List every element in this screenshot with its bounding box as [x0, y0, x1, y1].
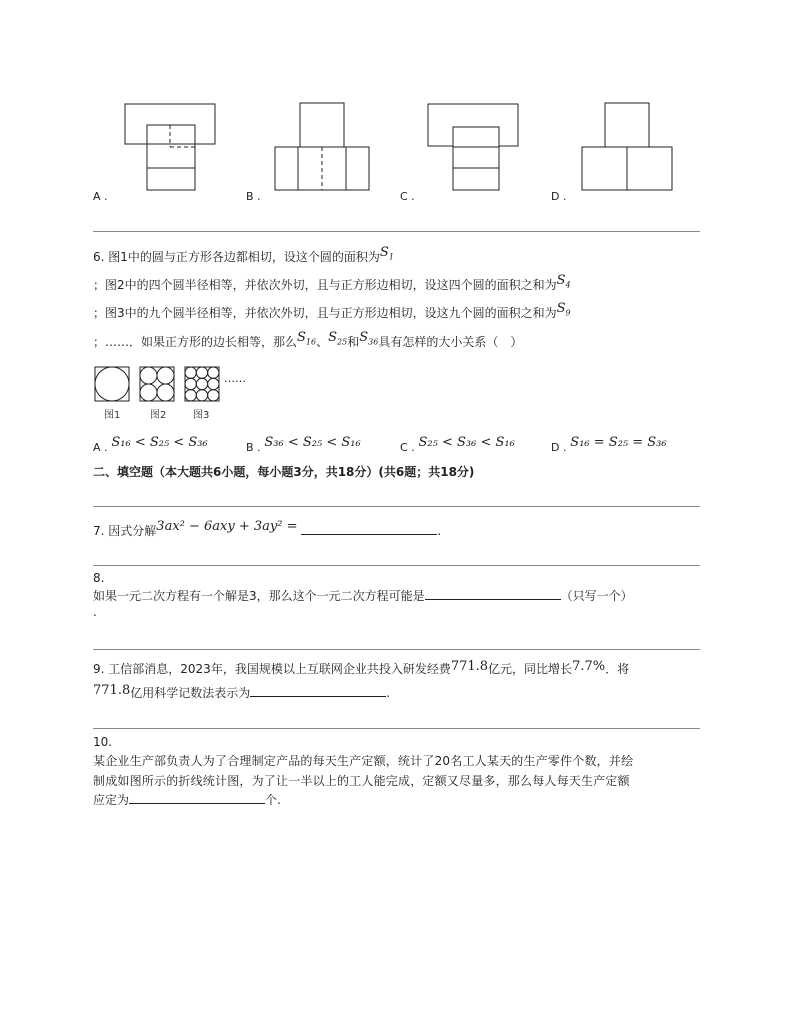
- q8-period: .: [93, 605, 97, 619]
- q5-figure-a: [120, 102, 220, 194]
- q6-option-a[interactable]: A . S₁₆ < S₂₅ < S₃₆: [93, 435, 208, 454]
- q6-fig-label-1: 图1: [104, 410, 121, 421]
- q6-sep: 、: [316, 335, 329, 349]
- q9-period: .: [386, 686, 391, 700]
- q6-option-c[interactable]: C . S₂₅ < S₃₆ < S₁₆: [400, 435, 515, 454]
- q6-s1: $S_1$: [379, 245, 394, 262]
- q9-value-2: 7.7%: [572, 659, 606, 674]
- q10-text-b: 个.: [265, 793, 281, 807]
- q6-s4: $S_4$: [556, 273, 571, 290]
- q8-number: 8.: [93, 571, 105, 585]
- divider: [93, 649, 700, 650]
- q6-line-4: [93, 330, 523, 352]
- q8-line: [93, 587, 633, 604]
- q6-figure-1: [94, 366, 130, 402]
- q9-value-3: 771.8: [93, 683, 131, 698]
- q6-line-3: [93, 301, 571, 323]
- q6-s9: $S_9$: [556, 301, 571, 318]
- q6-s36: $S_{36}$: [359, 330, 379, 347]
- q6-fig-label-2: 图2: [150, 410, 167, 421]
- q7-period: .: [437, 524, 442, 538]
- q10-number: 10.: [93, 735, 113, 749]
- q9-text-c: ．将: [605, 662, 630, 676]
- q9-text-b: 亿元，同比增长: [488, 662, 573, 676]
- q6-fig-label-3: 图3: [193, 410, 210, 421]
- q9-text-d: 亿用科学记数法表示为: [130, 686, 251, 700]
- q5-figure-d: [578, 102, 678, 194]
- q7-expression: 3ax² − 6axy + 3ay² =: [156, 519, 298, 534]
- q6-figure-2: [139, 366, 175, 402]
- q7-answer-blank[interactable]: [301, 522, 437, 535]
- q6-text-3: ；图3中的九个圆半径相等，并依次外切，且与正方形边相切，设这九个圆的面积之和为: [93, 306, 557, 320]
- q9-line-2: [93, 684, 390, 701]
- q5-option-c-label[interactable]: C .: [400, 190, 415, 203]
- q6-text-4a: ；……．如果正方形的边长相等，那么: [93, 335, 298, 349]
- q10-line-1: 某企业生产部负责人为了合理制定产品的每天生产定额，统计了20名工人某天的生产零件个数，并绘: [93, 754, 634, 768]
- q6-number: 6.: [93, 250, 105, 264]
- q6-s16: $S_{16}$: [297, 330, 317, 347]
- q10-text-a: 应定为: [93, 793, 130, 807]
- q6-line-2: [93, 273, 571, 295]
- q6-and: 和: [347, 335, 360, 349]
- q6-s25: $S_{25}$: [328, 330, 348, 347]
- divider: [93, 231, 700, 232]
- q9-value-1: 771.8: [450, 659, 489, 674]
- q6-option-d[interactable]: D . S₁₆ = S₂₅ = S₃₆: [551, 435, 667, 454]
- q6-figure-3: [184, 366, 220, 402]
- q9-line-1: [93, 660, 629, 677]
- q10-line-2: 制成如图所示的折线统计图，为了让一半以上的工人能完成，定额又尽量多，那么每人每天生产定额: [93, 774, 630, 788]
- q6-text-1: 图1中的圆与正方形各边都相切，设这个圆的面积为: [108, 250, 380, 264]
- divider: [93, 565, 700, 566]
- q9-text-a: 工信部消息，2023年，我国规模以上互联网企业共投入研发经费: [108, 662, 451, 676]
- q5-figure-c: [425, 102, 525, 194]
- q8-answer-blank[interactable]: [425, 587, 561, 600]
- q10-line-3: [93, 791, 281, 808]
- q5-option-b-label[interactable]: B .: [246, 190, 261, 203]
- q6-text-2: ；图2中的四个圆半径相等，并依次外切，且与正方形边相切，设这四个圆的面积之和为: [93, 278, 557, 292]
- q9-answer-blank[interactable]: [250, 684, 386, 697]
- q6-line-1: [93, 245, 394, 267]
- q8-tail: （只写一个）: [560, 589, 633, 603]
- q7-number: 7.: [93, 524, 105, 538]
- q6-text-4b: 具有怎样的大小关系（ ）: [378, 335, 523, 349]
- q10-answer-blank[interactable]: [129, 791, 265, 804]
- divider: [93, 506, 700, 507]
- q5-option-a-label[interactable]: A .: [93, 190, 108, 203]
- q7-line: [93, 519, 442, 539]
- q8-text: 如果一元二次方程有一个解是3，那么这个一元二次方程可能是: [93, 589, 425, 603]
- q9-number: 9.: [93, 662, 105, 676]
- q6-ellipsis: ……: [224, 372, 246, 385]
- q7-text: 因式分解: [108, 524, 157, 538]
- section-2-title: 二、填空题（本大题共6小题，每小题3分，共18分）(共6题；共18分): [93, 465, 475, 479]
- q5-figure-b: [272, 102, 372, 194]
- divider: [93, 728, 700, 729]
- q5-option-d-label[interactable]: D .: [551, 190, 567, 203]
- q6-option-b[interactable]: B . S₃₆ < S₂₅ < S₁₆: [246, 435, 361, 454]
